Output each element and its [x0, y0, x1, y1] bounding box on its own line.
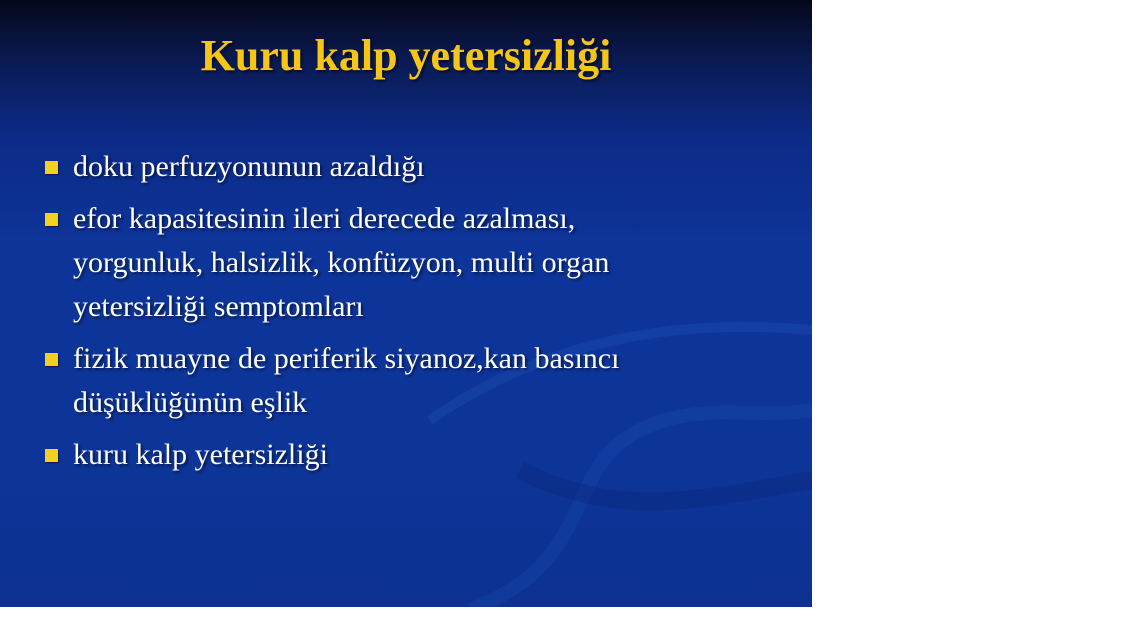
bullet-item	[42, 337, 782, 425]
bullet-item	[42, 197, 782, 329]
bullet-list	[42, 145, 782, 485]
slide-title: Kuru kalp yetersizliği	[200, 31, 612, 80]
square-bullet-icon	[45, 449, 58, 462]
bullet-text: kuru kalp yetersizliği	[73, 438, 328, 471]
square-bullet-icon	[45, 213, 58, 226]
bullet-text: efor kapasitesinin ileri derecede azalması, yorgunluk, halsizlik, konfüzyon, multi organ yetersizliği semptomları	[73, 202, 610, 323]
square-bullet-icon	[45, 353, 58, 366]
bullet-text: doku perfuzyonunun azaldığı	[73, 150, 425, 183]
bullet-item	[42, 145, 782, 189]
square-bullet-icon	[45, 161, 58, 174]
bullet-item	[42, 433, 782, 477]
bullet-text: fizik muayne de periferik siyanoz,kan basıncı düşüklüğünün eşlik	[73, 342, 620, 419]
